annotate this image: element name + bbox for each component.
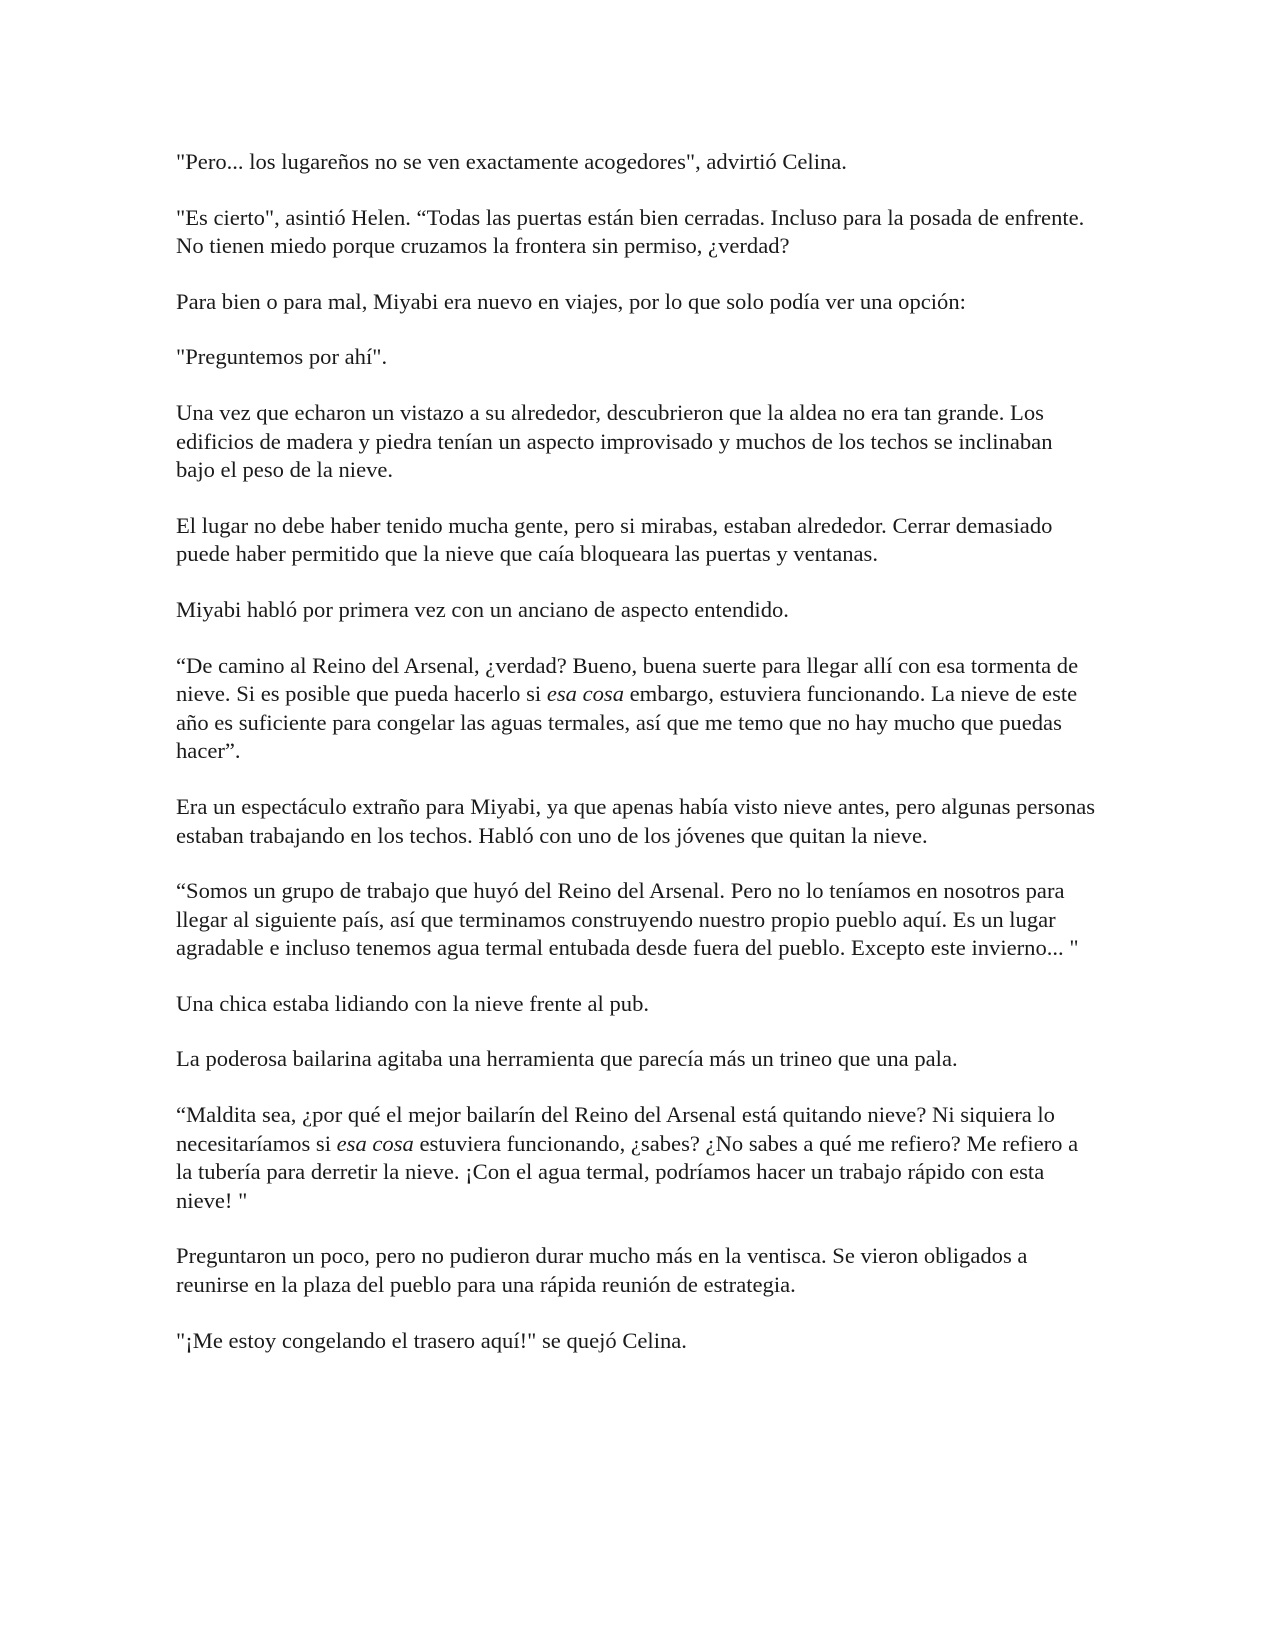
paragraph <box>176 399 1096 485</box>
text-run: Una chica estaba lidiando con la nieve frente al pub. <box>176 990 650 1016</box>
paragraph <box>176 512 1096 569</box>
paragraph <box>176 288 1096 317</box>
paragraph <box>176 1101 1096 1215</box>
paragraph <box>176 204 1096 261</box>
text-run: La poderosa bailarina agitaba una herramienta que parecía más un trineo que una pala. <box>176 1046 958 1072</box>
paragraph <box>176 990 1096 1019</box>
body-text <box>176 148 1096 1382</box>
text-run: embargo, estuviera funcionando. La nieve de este año es suficiente para congelar las aguas termales, así que me temo que no hay mucho que puedas hacer”. <box>176 681 1078 764</box>
italic-text-run: esa cosa <box>546 681 624 707</box>
paragraph <box>176 1045 1096 1074</box>
text-run: estuviera funcionando, ¿sabes? ¿No sabes a qué me refiero? Me refiero a la tubería para derretir la nieve. ¡Con el agua termal, podríamos hacer un trabajo rápido con esta nieve! " <box>176 1130 1079 1213</box>
text-run: Preguntaron un poco, pero no pudieron durar mucho más en la ventisca. Se vieron obligados a reunirse en la plaza del pueblo para una rápida reunión de estrategia. <box>176 1243 1028 1298</box>
paragraph <box>176 793 1096 850</box>
text-run: "¡Me estoy congelando el trasero aquí!" se quejó Celina. <box>176 1327 687 1353</box>
paragraph <box>176 1327 1096 1356</box>
text-run: Miyabi habló por primera vez con un anciano de aspecto entendido. <box>176 596 789 622</box>
text-run: Una vez que echaron un vistazo a su alrededor, descubrieron que la aldea no era tan grande. Los edificios de madera y piedra tenían un aspecto improvisado y muchos de los techos se inclinaban bajo el peso de la nieve. <box>176 399 1053 483</box>
text-run: “Somos un grupo de trabajo que huyó del Reino del Arsenal. Pero no lo teníamos en nosotros para llegar al siguiente país, así que terminamos construyendo nuestro propio pueblo aquí. Es un lugar agradable e incluso tenemos agua termal entubada desde fuera del pueblo. Excepto este invierno... " <box>176 878 1079 961</box>
text-run: Era un espectáculo extraño para Miyabi, ya que apenas había visto nieve antes, pero algunas personas estaban trabajando en los techos. Habló con uno de los jóvenes que quitan la nieve. <box>176 793 1096 848</box>
paragraph <box>176 652 1096 766</box>
text-run: "Preguntemos por ahí". <box>176 344 388 370</box>
paragraph <box>176 343 1096 372</box>
text-run: “De camino al Reino del Arsenal, ¿verdad? Bueno, buena suerte para llegar allí con esa tormenta de nieve. Si es posible que pueda hacerlo si <box>176 652 1079 707</box>
text-run: "Es cierto", asintió Helen. “Todas las puertas están bien cerradas. Incluso para la posada de enfrente. No tienen miedo porque cruzamos la frontera sin permiso, ¿verdad? <box>176 204 1085 259</box>
paragraph <box>176 596 1096 625</box>
text-run: “Maldita sea, ¿por qué el mejor bailarín del Reino del Arsenal está quitando nieve? Ni siquiera lo necesitaríamos si <box>176 1102 1055 1156</box>
text-run: El lugar no debe haber tenido mucha gente, pero si mirabas, estaban alrededor. Cerrar demasiado puede haber permitido que la nieve que caía bloqueara las puertas y ventanas. <box>176 512 1053 567</box>
paragraph <box>176 877 1096 963</box>
italic-text-run: esa cosa <box>336 1130 414 1156</box>
text-run: "Pero... los lugareños no se ven exactamente acogedores", advirtió Celina. <box>176 149 847 174</box>
paragraph <box>176 1242 1096 1299</box>
text-run: Para bien o para mal, Miyabi era nuevo en viajes, por lo que solo podía ver una opción: <box>176 288 966 314</box>
paragraph <box>176 148 1096 177</box>
